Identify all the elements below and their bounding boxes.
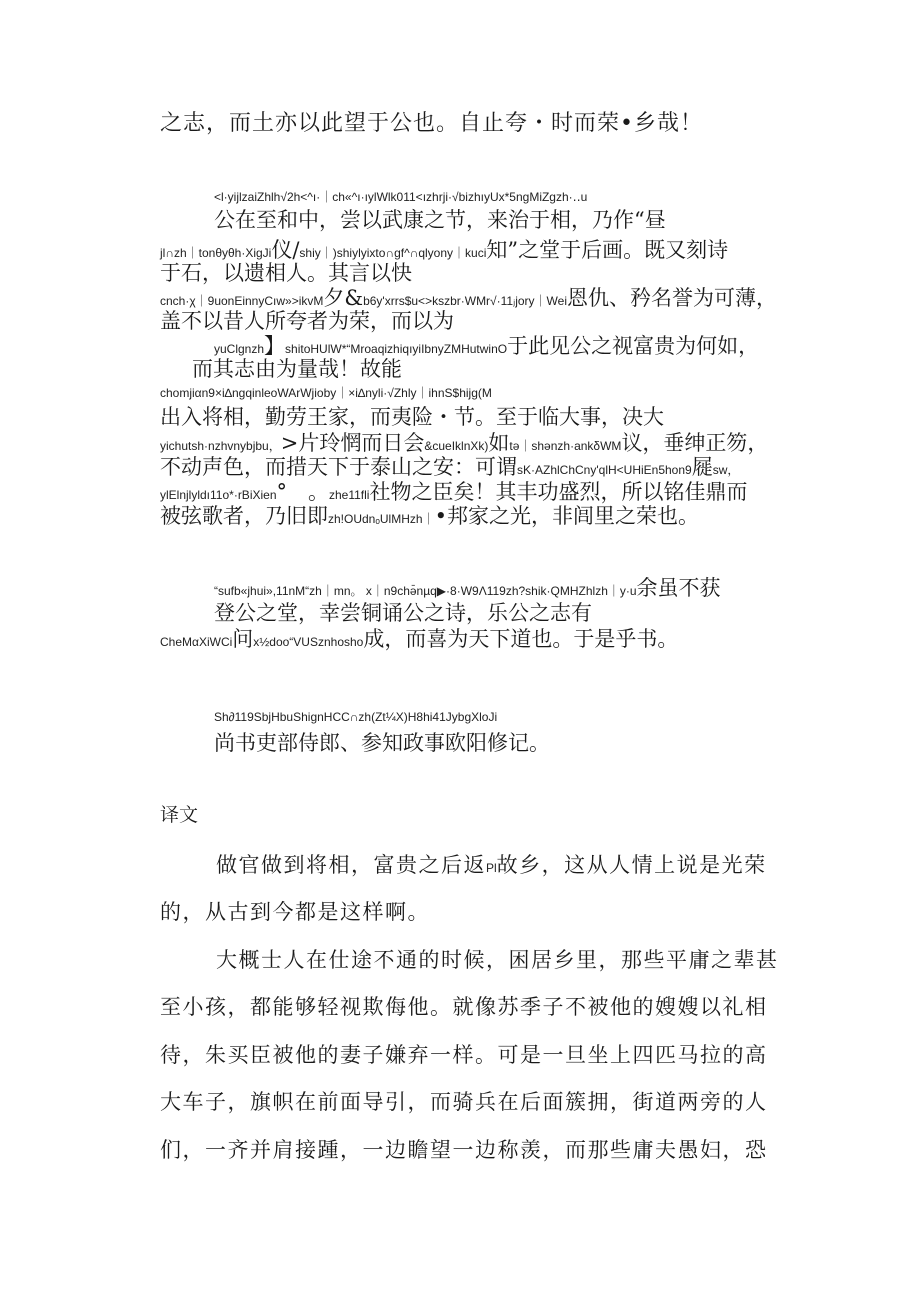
- pinyin-gloss: jl∩zh｜tonθyθh·XigJi: [160, 246, 272, 260]
- pinyin-gloss: zhe11fli: [329, 488, 370, 502]
- pinyin-gloss: yuClgnzh: [214, 342, 265, 356]
- pinyin-gloss: tə｜shənzh·ankδWM: [509, 439, 622, 453]
- text-fragment: ° 。: [276, 480, 329, 504]
- text-line: 之志，而土亦以此望于公也。自止夸・时而荣•乡哉！: [160, 111, 703, 136]
- pinyin-gloss: sw，: [712, 463, 740, 477]
- text-fragment: 仪/: [271, 238, 300, 262]
- pinyin-gloss: chomjiαn9×i∆ngqinleoWArWjioby｜×i∆nyli·√Zhly｜ihnS$hijg(M: [160, 386, 492, 400]
- paragraph-line: 待，朱买臣被他的妻子嫌弃一样。可是一旦坐上四匹马拉的高: [160, 1043, 768, 1067]
- paragraph-line: 们，一齐并肩接踵，一边瞻望一边称羡，而那些庸夫愚妇，恐: [160, 1138, 768, 1162]
- section-heading: 译文: [160, 804, 199, 826]
- pinyin-gloss: shiy｜)shiylyixto∩gf^∩qlyony｜kuci: [299, 246, 487, 260]
- text-line: 而其志由为量哉！故能: [192, 357, 402, 381]
- pinyin-gloss: &cueIklnXk): [424, 439, 489, 453]
- text-line: 公在至和中，尝以武康之节，来治于相，乃作“昼: [214, 208, 666, 232]
- text-line: 出入将相，勤劳王家，而夷险・节。至于临大事，决大: [160, 405, 664, 429]
- text-fragment: 做官做到将相，富贵之后返: [216, 853, 486, 877]
- paragraph-line: 的，从古到今都是这样啊。: [160, 900, 430, 924]
- text-fragment: 屣: [691, 455, 713, 479]
- pinyin-gloss: yichutsh·nzhvnybjbu，: [160, 439, 281, 453]
- pinyin-gloss: zh!OUdnₒUlMHzh｜: [328, 512, 435, 526]
- text-fragment: 被弦歌者，乃旧即: [160, 504, 328, 528]
- pinyin-gloss: shitoHUlW*“MroaqizhiqıyiIbnyZMHutwinO: [285, 342, 508, 356]
- text-fragment: 如: [488, 431, 510, 455]
- text-fragment: •邦家之光，非闾里之荣也。: [434, 504, 699, 528]
- text-fragment: 不动声色，而措天下于泰山之安：可谓: [160, 455, 517, 479]
- pinyin-gloss: ylElnjlyldı11o*·rBiXien: [160, 488, 277, 502]
- text-line: 登公之堂，幸尝铜诵公之诗，乐公之志有: [214, 601, 592, 625]
- text-fragment: 知”之堂于后画。既又刻诗: [486, 238, 729, 262]
- pinyin-gloss: “sufb«jhui»,11nM“zh｜mn。 x｜n9chə̄nµq▶·8·W9Λ119zh?shik·QMHZhlzh｜y·u: [214, 584, 637, 598]
- text-fragment: 于此见公之视富贵为何如，: [507, 334, 760, 358]
- pinyin-gloss: CheMαXiWCi: [160, 635, 233, 649]
- paragraph-line: [216, 849, 767, 879]
- pinyin-gloss: Sh∂119SbjHbuShignHCC∩zh(Zt¼X)H8hi41JybgXloJi: [214, 710, 498, 724]
- text-line: 于石，以遗相人。其言以快: [160, 261, 412, 285]
- paragraph-line: 至小孩，都能够轻视欺侮他。就像苏季子不被他的嫂嫂以礼相: [160, 995, 768, 1019]
- text-fragment: 夕&: [323, 286, 364, 310]
- text-fragment: 恩仇、矜名誉为可薄，: [566, 286, 777, 310]
- paragraph-line: 大车子，旗帜在前面导引，而骑兵在后面簇拥，街道两旁的人: [160, 1090, 768, 1114]
- text-fragment: 】: [264, 334, 286, 358]
- mixed-line: [160, 500, 699, 530]
- mixed-line: [160, 623, 678, 653]
- pinyin-gloss: b6y'xrrs$u<>kszbr·WMr√·11ⱼjory｜Wei: [363, 294, 567, 308]
- text-fragment: 问: [232, 627, 254, 651]
- text-fragment: 故乡，这从人情上说是光荣: [496, 853, 767, 877]
- text-fragment: 成，而喜为天下道也。于是乎书。: [363, 627, 679, 651]
- pinyin-gloss: Pl: [486, 861, 497, 875]
- text-fragment: 余虽不获: [636, 576, 721, 600]
- pinyin-gloss: <l·yijlzaiZhlh√2h<^ı·｜ch«^ı·ıylWlk011<ızhrji·√bizhıyUx*5ngMiZgzh·‥u: [214, 190, 588, 204]
- pinyin-gloss: cnch·χ｜9uonEinnyCıw»>ikvM: [160, 294, 324, 308]
- author-signature: 尚书吏部侍郎、参知政事欧阳修记。: [214, 731, 550, 755]
- pinyin-gloss: sK·AZhlChCny'qlH<UHiEn5hon9: [517, 463, 692, 477]
- text-fragment: >片玲惘而日会: [280, 431, 425, 455]
- paragraph-line: 大概士人在仕途不通的时候，困居乡里，那些平庸之辈甚: [216, 948, 779, 972]
- text-line: 盖不以昔人所夸者为荣，而以为: [160, 309, 454, 333]
- text-fragment: 议，垂绅正笏，: [621, 431, 769, 455]
- pinyin-gloss: x½doo“VUSznhosho: [253, 635, 364, 649]
- text-fragment: 社物之臣矣！其丰功盛烈，所以铭佳鼎而: [369, 480, 748, 504]
